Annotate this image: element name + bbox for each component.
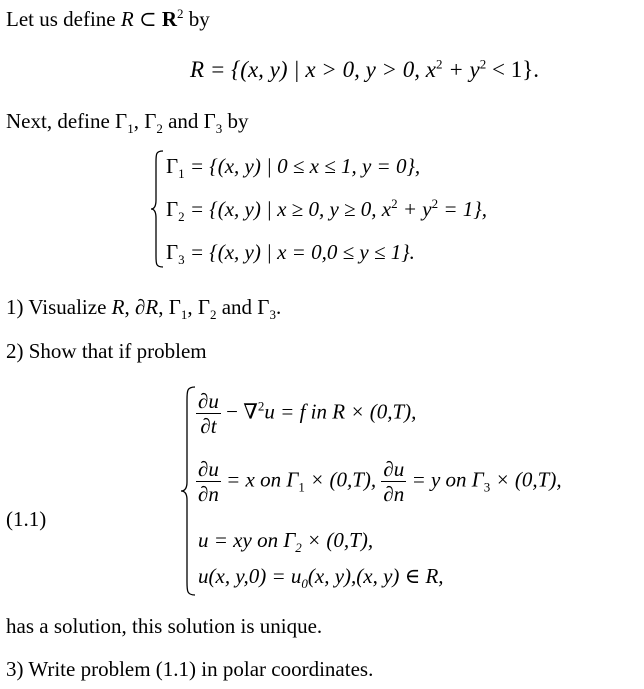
ic-text: (x, y),(x, y) ∈ R, <box>307 564 444 588</box>
exponent: 2 <box>436 56 443 72</box>
gamma-symbol: Γ <box>166 197 179 221</box>
gamma-2 <box>166 196 487 225</box>
subset-symbol: ⊂ <box>138 7 157 31</box>
subscript: 2 <box>178 209 185 225</box>
equation-R <box>190 58 539 81</box>
initial-line <box>198 564 444 592</box>
subscript: 2 <box>156 121 163 137</box>
question-1 <box>6 295 282 323</box>
bc-text: × (0,T), <box>304 467 382 492</box>
subscript: 1 <box>127 121 134 137</box>
frac-num: ∂u <box>198 389 219 413</box>
next-end: by <box>222 109 249 133</box>
bc-text: u = xy on Γ <box>198 528 296 552</box>
subscript: 1 <box>180 307 188 323</box>
bc-text: = x on Γ <box>220 467 299 492</box>
frac-den: ∂n <box>198 482 219 507</box>
exponent: 2 <box>176 6 184 21</box>
set-R: R <box>111 295 125 319</box>
subscript: 3 <box>483 479 491 495</box>
pde-rest: u = f in R × (0,T), <box>264 399 417 424</box>
du-dn-fraction <box>196 458 221 505</box>
subscript: 2 <box>209 307 217 323</box>
gamma-symbol: Γ <box>166 240 179 264</box>
frac-num: ∂u <box>198 457 219 481</box>
real-plane: R <box>161 7 177 31</box>
by-word: by <box>188 7 210 31</box>
gamma-def: = {(x, y) | x = 0,0 ≤ y ≤ 1}. <box>184 240 415 264</box>
q1-text: . <box>275 295 282 319</box>
q1-text: and Γ <box>216 295 270 319</box>
subscript: 1 <box>298 479 305 495</box>
question-3: 3) Write problem (1.1) in polar coordinates. <box>6 657 374 681</box>
bc-text: = y on Γ <box>406 467 484 492</box>
pde-line <box>196 390 416 437</box>
next-mid1: , Γ <box>133 109 157 133</box>
equation-label: (1.1) <box>6 507 47 531</box>
exponent: 2 <box>257 398 265 414</box>
subscript: 2 <box>295 540 302 556</box>
closing-line: has a solution, this solution is unique. <box>6 614 323 638</box>
dirichlet-line <box>198 528 374 556</box>
subscript: 3 <box>269 307 276 323</box>
set-R: R <box>145 295 159 319</box>
frac-den: ∂t <box>200 414 217 439</box>
gamma-def: = {(x, y) | 0 ≤ x ≤ 1, y = 0}, <box>184 154 421 178</box>
bc-text: × (0,T), <box>490 467 562 492</box>
neumann-line <box>196 458 562 505</box>
q1-text: , ∂ <box>124 295 146 319</box>
du-dt-fraction <box>196 390 221 437</box>
intro-lead: Let us define <box>6 7 116 31</box>
ic-text: u(x, y,0) = u <box>198 564 302 588</box>
frac-den: ∂n <box>383 482 405 507</box>
gamma-def: = 1}, <box>438 197 487 221</box>
exponent: 2 <box>479 56 487 72</box>
gamma-brace <box>150 150 164 268</box>
set-R: R <box>120 7 134 31</box>
eq-tail: < 1}. <box>486 57 540 82</box>
q1-text: , Γ <box>158 295 181 319</box>
gamma-symbol: Γ <box>166 154 179 178</box>
question-2: 2) Show that if problem <box>6 339 207 363</box>
intro-line <box>6 6 210 31</box>
subscript: 3 <box>178 252 185 268</box>
q1-text: 1) Visualize <box>6 295 112 319</box>
bc-text: × (0,T), <box>301 528 374 552</box>
eq-plus: + y <box>442 57 480 82</box>
next-text: Next, define Γ <box>6 109 128 133</box>
eq-rhs: = {(x, y) | x > 0, y > 0, x <box>204 57 437 82</box>
problem-brace <box>180 386 196 596</box>
eq-lhs: R <box>190 57 205 82</box>
gamma-def: + y <box>397 197 432 221</box>
pde-op: − ∇ <box>220 399 258 424</box>
gamma-def: = {(x, y) | x ≥ 0, y ≥ 0, x <box>184 197 392 221</box>
subscript: 3 <box>215 121 223 137</box>
subscript: 1 <box>178 166 185 182</box>
gamma-1 <box>166 154 421 182</box>
next-line <box>6 109 249 137</box>
exponent: 2 <box>391 196 398 211</box>
subscript: 0 <box>301 576 308 592</box>
gamma-3 <box>166 240 415 268</box>
exponent: 2 <box>431 196 439 211</box>
du-dn-fraction <box>381 458 406 505</box>
next-mid2: and Γ <box>162 109 216 133</box>
frac-num: ∂u <box>383 457 405 481</box>
q1-text: , Γ <box>187 295 210 319</box>
